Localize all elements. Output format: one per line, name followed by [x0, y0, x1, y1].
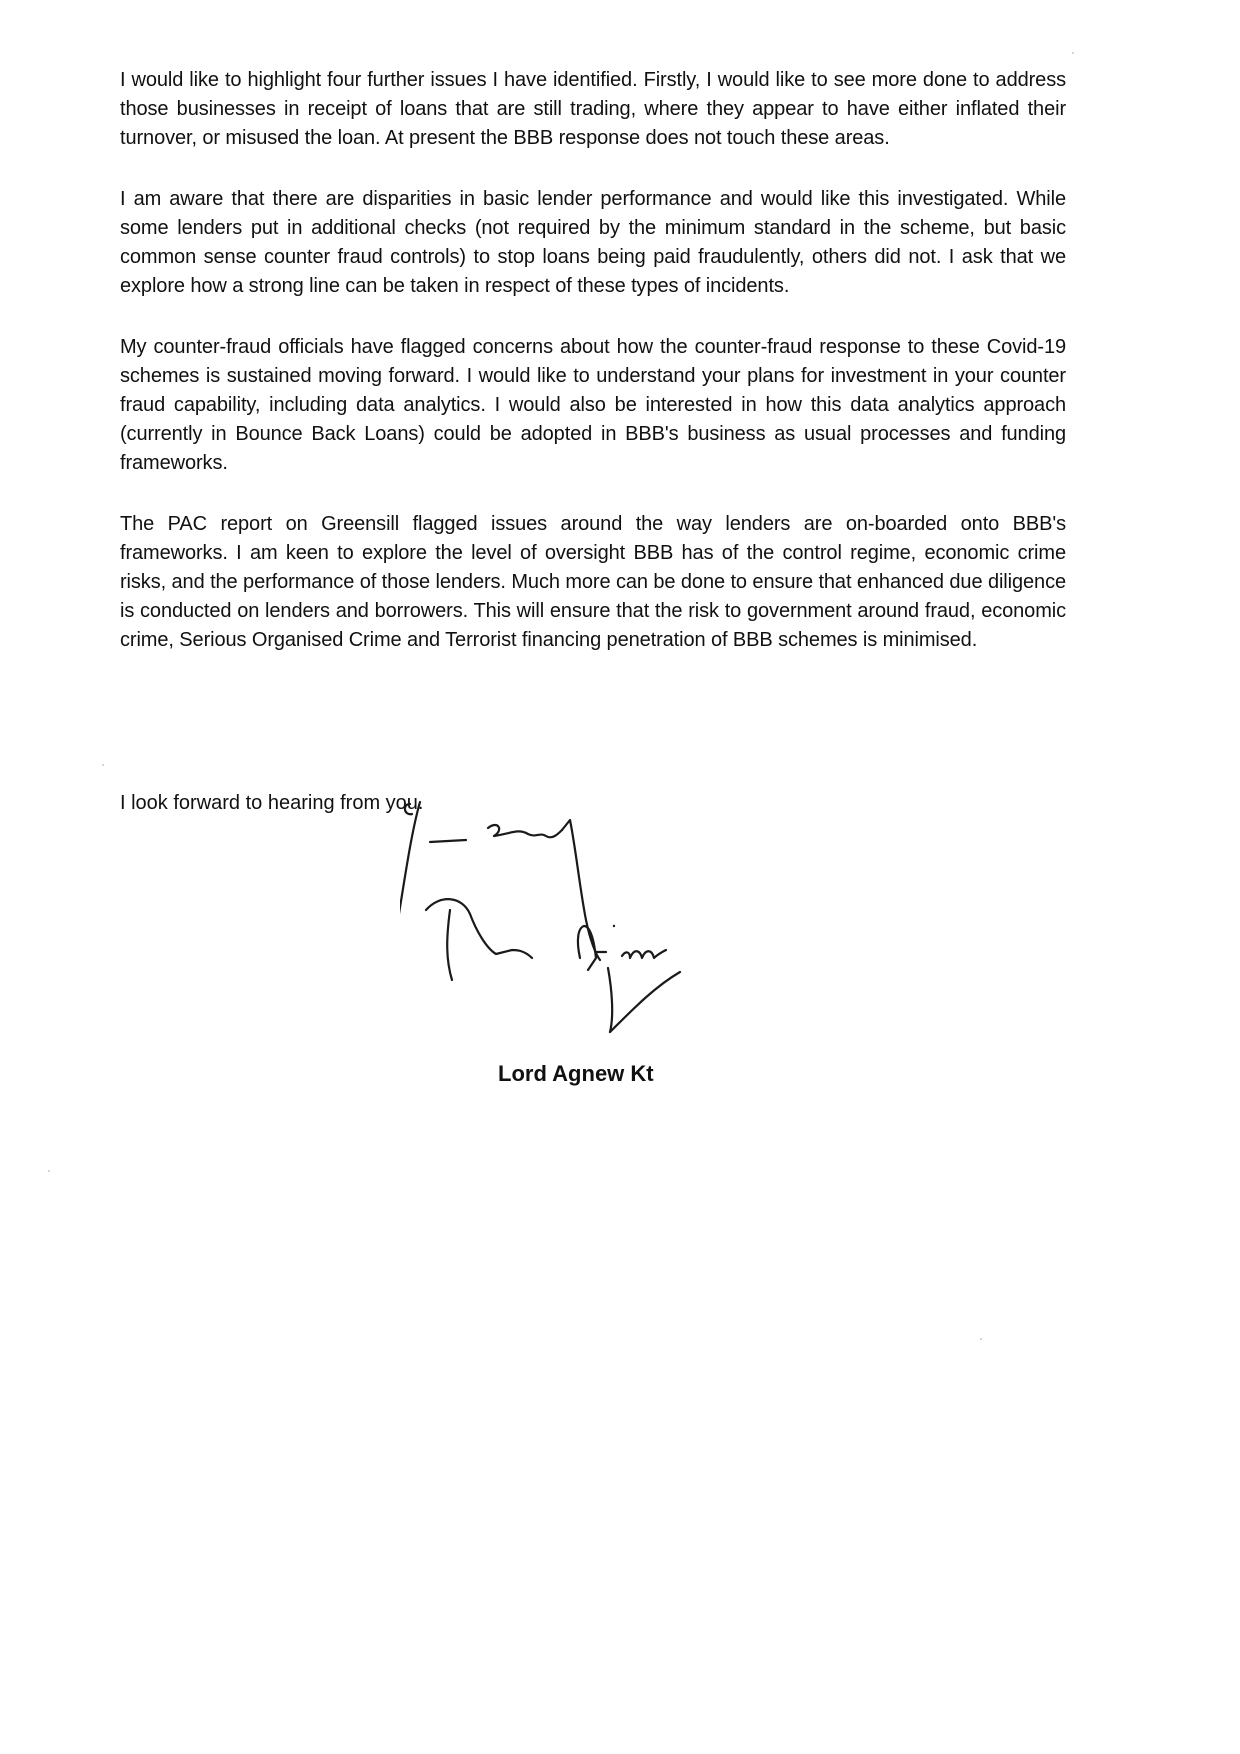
closing-line: I look forward to hearing from you. [120, 792, 424, 814]
scan-speck [1072, 52, 1074, 54]
letter-body [120, 66, 1066, 687]
paragraph-counter-fraud-capability: My counter-fraud officials have flagged concerns about how the counter-fraud response to these Covid-19 schemes is sustained moving forward. I would like to understand your plans for investment in your counter fraud capability, including data analytics. I would also be interested in how this data analytics approach (currently in Bounce Back Loans) could be adopted in BBB's business as usual processes and funding frameworks. [120, 336, 1066, 474]
scan-speck [980, 1338, 982, 1340]
paragraph-further-issues: I would like to highlight four further issues I have identified. Firstly, I would like to see more done to address those businesses in receipt of loans that are still trading, where they appear to have either inflated their turnover, or misused the loan. At present the BBB response does not touch these areas. [120, 69, 1066, 149]
scan-speck [102, 764, 104, 766]
paragraph-lender-performance: I am aware that there are disparities in basic lender performance and would like this investigated. While some lenders put in additional checks (not required by the minimum standard in the scheme, but basic common sense counter fraud controls) to stop loans being paid fraudulently, others did not. I ask that we explore how a strong line can be taken in respect of these types of incidents. [120, 188, 1066, 297]
paragraph-greensill-oversight: The PAC report on Greensill flagged issues around the way lenders are on-boarded onto BBB's frameworks. I am keen to explore the level of oversight BBB has of the control regime, economic crime risks, and the performance of those lenders. Much more can be done to ensure that enhanced due diligence is conducted on lenders and borrowers. This will ensure that the risk to government around fraud, economic crime, Serious Organised Crime and Terrorist financing penetration of BBB schemes is minimised. [120, 513, 1066, 651]
scan-speck [48, 1170, 50, 1172]
signatory-name: Lord Agnew Kt [498, 1061, 654, 1086]
handwritten-signature [400, 790, 780, 1050]
